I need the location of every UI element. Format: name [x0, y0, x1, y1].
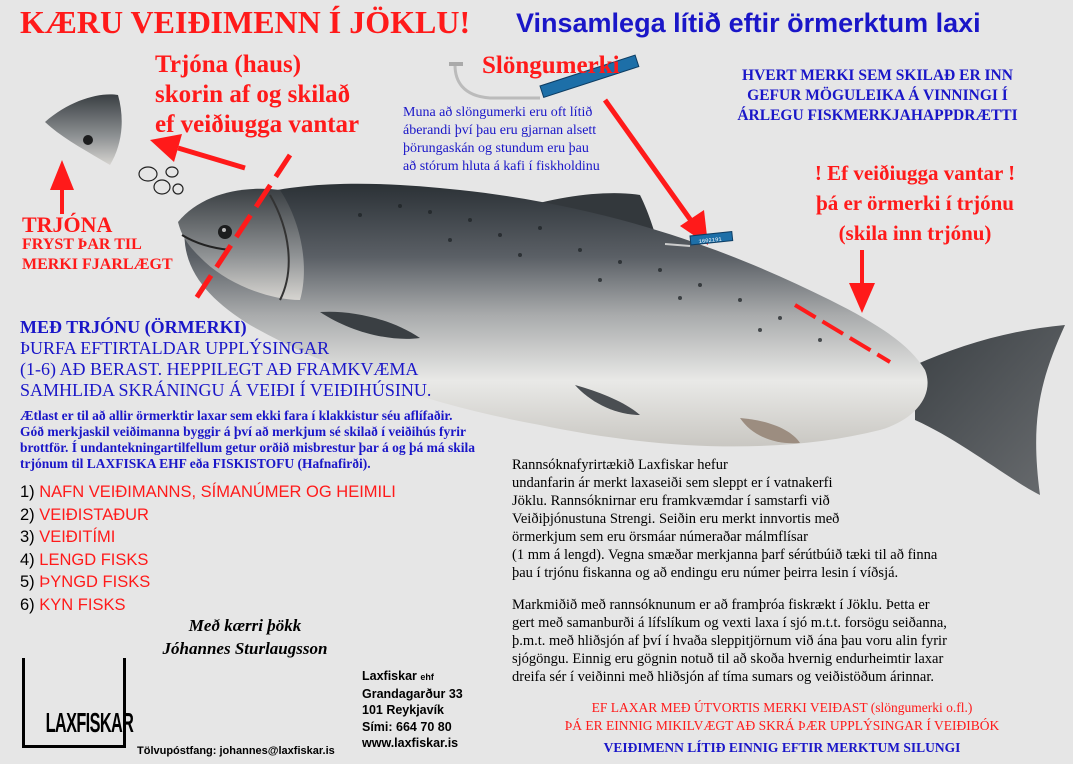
tag-code: 1602191 — [698, 235, 722, 246]
list-item: 6) KYN FISKS — [20, 595, 126, 614]
paragraph-line: (1 mm á lengd). Vegna smæðar merkjanna þarf sérútbúið tæki til að finna — [512, 547, 938, 563]
info-detail-line: Ætlast er til að allir örmerktir laxar sem ekki fara í klakkistur séu aflífaðir. — [20, 408, 453, 423]
missing-fin-line: (skila inn trjónu) — [838, 221, 992, 245]
info-detail-line: Góð merkjaskil veiðimanna byggir á því að merkjum sé skilað í veiðihús fyrir — [20, 424, 467, 439]
external-tag-notice — [512, 699, 1052, 735]
paragraph-line: þau í trjónu fiskanna og að endingu eru númer þeirra lesin í víðsjá. — [512, 565, 899, 581]
research-paragraph-1 — [512, 456, 1042, 582]
list-item: 3) VEIÐITÍMI — [20, 528, 116, 546]
website-link[interactable]: www.laxfiskar.is — [362, 736, 459, 750]
list-item: 5) ÞYNGD FISKS — [20, 573, 151, 591]
tag-title: Slöngumerki — [482, 52, 620, 79]
snout-label-line: FRYST ÞAR TIL — [22, 236, 142, 253]
snout-label-line: MERKI FJARLÆGT — [22, 256, 173, 273]
paragraph-line: undanfarin ár merkt laxaseiði sem sleppt er í vatnakerfi — [512, 475, 833, 491]
missing-fin-line: ! Ef veiðiugga vantar ! — [814, 161, 1016, 185]
address-city: 101 Reykjavík — [362, 703, 445, 717]
required-info-list — [20, 481, 396, 616]
lottery-line: ÁRLEGU FISKMERKJAHAPPDRÆTTI — [737, 107, 1018, 124]
tag-description — [403, 104, 600, 176]
paragraph-line: Markmiðið með rannsóknunum er að framþróa fiskrækt í Jöklu. Þetta er — [512, 597, 930, 613]
tag-desc-line: áberandi því þau eru gjarnan alsett — [403, 123, 597, 138]
paragraph-line: Jöklu. Rannsóknirnar eru framkvæmdar í samstarfi við — [512, 493, 830, 509]
snout-note-line: Trjóna (haus) — [155, 51, 302, 78]
company-name: Laxfiskar — [362, 669, 417, 683]
snout-note-line: skorin af og skilað — [155, 81, 351, 108]
paragraph-line: sjógöngu. Einnig eru gögnin notuð til að skoða hvernig endurheimtir laxar — [512, 651, 944, 667]
paragraph-line: Veiðiþjónustuna Strengi. Seiðin eru merkt innvortis með — [512, 511, 840, 527]
address-phone: Sími: 664 70 80 — [362, 719, 452, 734]
lottery-line: GEFUR MÖGULEIKA Á VINNINGI Í — [747, 87, 1008, 104]
tag-desc-line: Muna að slöngumerki eru oft lítið — [403, 105, 593, 120]
snout-note-line: ef veiðiugga vantar — [155, 111, 360, 138]
fish-eye — [218, 225, 232, 239]
info-heading: MEÐ TRJÓNU (ÖRMERKI) — [20, 317, 247, 337]
list-item: 2) VEIÐISTAÐUR — [20, 505, 149, 524]
paragraph-line: örmerkjum sem eru örsmáar númeraðar málmflísar — [512, 529, 808, 545]
address-block — [362, 668, 463, 752]
notice-line: EF LAXAR MEÐ ÚTVORTIS MERKI VEIÐAST (slöngumerki o.fl.) — [591, 700, 973, 715]
info-line: SAMHLIÐA SKRÁNINGU Á VEIÐI Í VEIÐIHÚSINU. — [20, 380, 432, 400]
logo-text: LAXFISKAR — [45, 707, 134, 738]
info-line: (1-6) AÐ BERAST. HEPPILEGT AÐ FRAMKVÆMA — [20, 359, 419, 379]
tag-desc-line: að stórum hluta á kafi í fiskholdinu — [403, 159, 600, 174]
notice-line: ÞÁ ER EINNIG MIKILVÆGT AÐ SKRÁ ÞÆR UPPLÝSINGAR Í VEIÐIBÓK — [564, 718, 1000, 733]
page-subtitle: Vinsamlega lítið eftir örmerktum laxi — [516, 8, 981, 38]
info-details — [20, 408, 475, 472]
laxfiskar-logo — [22, 658, 134, 748]
list-item: 4) LENGD FISKS — [20, 550, 149, 569]
research-paragraph-2 — [512, 596, 1047, 686]
page-title: KÆRU VEIÐIMENN Í JÖKLU! — [20, 4, 471, 40]
tag-desc-line: þörungaskán og stundum eru þau — [403, 141, 589, 156]
company-suffix: ehf — [420, 672, 434, 682]
lottery-line: HVERT MERKI SEM SKILAÐ ER INN — [742, 67, 1013, 84]
paragraph-line: Rannsóknafyrirtækið Laxfiskar hefur — [512, 457, 728, 473]
signature-name: Jóhannes Sturlaugsson — [162, 639, 328, 658]
signature — [100, 614, 390, 660]
list-item: 1) NAFN VEIÐIMANNS, SÍMANÚMER OG HEIMILI — [20, 483, 396, 501]
paragraph-line: gert með samanburði á lífslíkum og vexti laxa í sjó m.t.t. forsögu seiðanna, — [512, 615, 947, 631]
paragraph-line: dreifa sér í veiðinni með hliðsjón af tíma sumars og veiðistöðum árinnar. — [512, 669, 935, 685]
snout-note — [155, 50, 359, 140]
trout-notice: VEIÐIMENN LÍTIÐ EINNIG EFTIR MERKTUM SILUNGI — [603, 740, 961, 755]
signature-line: Með kærri þökk — [188, 616, 302, 635]
address-street: Grandagarður 33 — [362, 686, 463, 701]
fish-head — [178, 189, 304, 300]
info-line: ÞURFA EFTIRTALDAR UPPLÝSINGAR — [20, 338, 330, 358]
email-line: Tölvupóstfang: johannes@laxfiskar.is — [137, 745, 335, 757]
snout-label — [22, 212, 173, 275]
paragraph-line: þ.m.t. með hliðsjón af því í hvaða sleppitjörnum við ána þau voru alin fyrir — [512, 633, 947, 649]
info-heading-block — [20, 317, 431, 401]
info-detail-line: trjónum til LAXFISKA EHF eða FISKISTOFU (Hafnafirði). — [20, 456, 371, 471]
snout-label-title: TRJÓNA — [22, 212, 113, 237]
missing-fin-note — [770, 158, 1060, 248]
missing-fin-line: þá er örmerki í trjónu — [816, 191, 1014, 215]
lottery-notice — [690, 66, 1065, 126]
snout-illustration — [45, 94, 122, 165]
info-detail-line: brottför. Í undantekningartilfellum getur orðið misbrestur þar á og þá má skila — [20, 440, 476, 455]
